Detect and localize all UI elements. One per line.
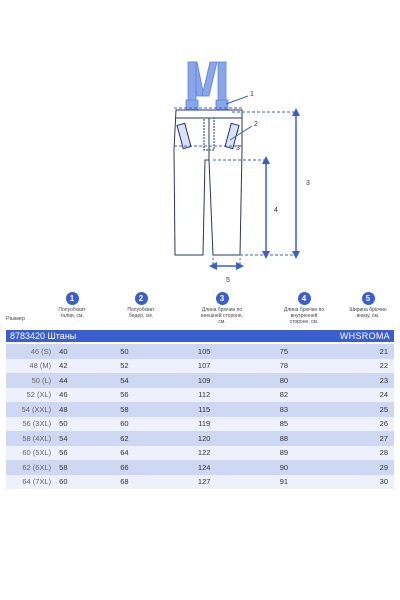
cell-inner-length: 78 [244, 359, 324, 374]
cell-outer-length: 109 [164, 373, 244, 388]
cell-width: 23 [324, 373, 394, 388]
cell-size: 48 (M) [6, 359, 55, 374]
cell-inner-length: 85 [244, 417, 324, 432]
suspenders [186, 62, 228, 110]
badge-4: 4 [298, 292, 311, 305]
label-1: 1 [250, 91, 254, 98]
legend-text-3: Длина брючин по внешней стороне, см. [201, 307, 243, 325]
brand-name: WHSROMA [339, 331, 390, 341]
table-row [6, 388, 394, 403]
label-5: 5 [226, 277, 230, 284]
cell-hips: 56 [85, 388, 165, 403]
label-4: 4 [274, 207, 278, 214]
table-row [6, 460, 394, 475]
table-row [6, 373, 394, 388]
cell-width: 21 [324, 344, 394, 359]
size-table [6, 344, 394, 489]
cell-inner-length: 88 [244, 431, 324, 446]
cell-size: 64 (7XL) [6, 475, 55, 490]
cell-waist: 58 [55, 460, 84, 475]
cell-outer-length: 105 [164, 344, 244, 359]
cell-hips: 66 [85, 460, 165, 475]
cell-outer-length: 115 [164, 402, 244, 417]
cell-waist: 44 [55, 373, 84, 388]
cell-inner-length: 80 [244, 373, 324, 388]
size-column-header: Размер [6, 316, 25, 322]
cell-inner-length: 89 [244, 446, 324, 461]
badge-5: 5 [362, 292, 375, 305]
legend-text-1: Полуобхват талии, см. [58, 307, 86, 319]
label-3b: 3 [306, 180, 310, 187]
cell-size: 58 (4XL) [6, 431, 55, 446]
cell-size: 62 (6XL) [6, 460, 55, 475]
cell-inner-length: 82 [244, 388, 324, 403]
table-row [6, 446, 394, 461]
cell-outer-length: 120 [164, 431, 244, 446]
table-row [6, 344, 394, 359]
cell-hips: 52 [85, 359, 165, 374]
cell-size: 52 (XL) [6, 388, 55, 403]
measurement-legend [0, 292, 400, 332]
cell-waist: 48 [55, 402, 84, 417]
cell-inner-length: 83 [244, 402, 324, 417]
pants-outline [174, 110, 242, 255]
cell-width: 30 [324, 475, 394, 490]
legend-col-3 [200, 292, 244, 325]
cell-waist: 50 [55, 417, 84, 432]
cell-waist: 54 [55, 431, 84, 446]
cell-width: 27 [324, 431, 394, 446]
cell-width: 26 [324, 417, 394, 432]
table-row [6, 475, 394, 490]
cell-size: 56 (3XL) [6, 417, 55, 432]
cell-waist: 42 [55, 359, 84, 374]
table-row [6, 359, 394, 374]
cell-hips: 54 [85, 373, 165, 388]
cell-inner-length: 91 [244, 475, 324, 490]
label-2: 2 [254, 121, 258, 128]
cell-hips: 50 [85, 344, 165, 359]
legend-col-1 [55, 292, 89, 319]
legend-text-4: Длина брючин по внутренней стороне, см. [283, 307, 325, 325]
cell-hips: 62 [85, 431, 165, 446]
cell-hips: 64 [85, 446, 165, 461]
table-row [6, 402, 394, 417]
cell-outer-length: 119 [164, 417, 244, 432]
table-row [6, 431, 394, 446]
badge-1: 1 [66, 292, 79, 305]
product-title: 8783420 Штаны [10, 331, 77, 341]
badge-3: 3 [216, 292, 229, 305]
legend-text-5: Ширина брючин внизу, см. [349, 307, 387, 319]
cell-width: 28 [324, 446, 394, 461]
cell-outer-length: 122 [164, 446, 244, 461]
cell-outer-length: 112 [164, 388, 244, 403]
legend-col-4 [282, 292, 326, 325]
cell-waist: 60 [55, 475, 84, 490]
cell-waist: 40 [55, 344, 84, 359]
cell-width: 24 [324, 388, 394, 403]
cell-size: 46 (S) [6, 344, 55, 359]
cell-outer-length: 107 [164, 359, 244, 374]
cell-hips: 68 [85, 475, 165, 490]
cell-width: 22 [324, 359, 394, 374]
legend-text-2: Полуобхват бедер, см. [127, 307, 155, 319]
table-row [6, 417, 394, 432]
cell-inner-length: 90 [244, 460, 324, 475]
cell-outer-length: 124 [164, 460, 244, 475]
product-band [6, 330, 394, 342]
badge-2: 2 [135, 292, 148, 305]
legend-col-5 [348, 292, 388, 319]
cell-size: 60 (5XL) [6, 446, 55, 461]
cell-hips: 60 [85, 417, 165, 432]
cell-width: 29 [324, 460, 394, 475]
cell-inner-length: 75 [244, 344, 324, 359]
pants-diagram [0, 0, 400, 285]
cell-outer-length: 127 [164, 475, 244, 490]
cell-waist: 56 [55, 446, 84, 461]
cell-size: 50 (L) [6, 373, 55, 388]
cell-hips: 58 [85, 402, 165, 417]
cell-width: 25 [324, 402, 394, 417]
cell-size: 54 (XXL) [6, 402, 55, 417]
legend-col-2 [124, 292, 158, 319]
label-3: 3 [236, 145, 240, 152]
cell-waist: 46 [55, 388, 84, 403]
